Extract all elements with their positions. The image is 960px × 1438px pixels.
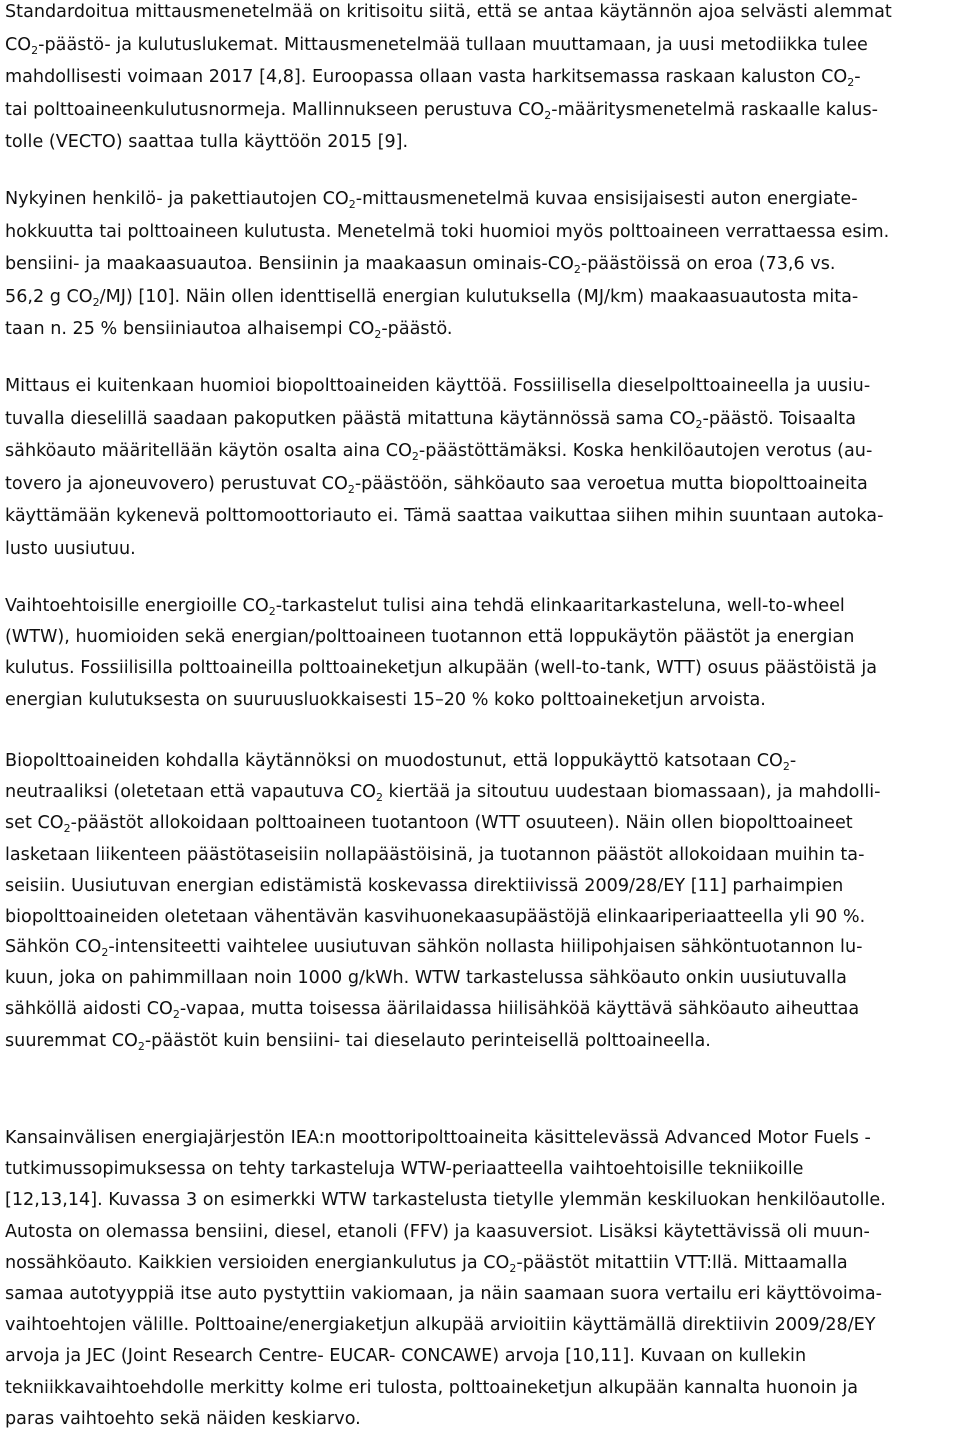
text-line [5, 813, 853, 835]
text-run: -päästöttämäksi. Koska henkilöautojen verotus (au- [418, 441, 873, 462]
subscript: 2 [31, 43, 39, 57]
text-line [5, 409, 856, 431]
subscript: 2 [374, 328, 382, 342]
text-line [5, 506, 883, 528]
subscript: 2 [544, 108, 552, 122]
text-line [5, 1190, 886, 1212]
text-line [5, 907, 865, 929]
text-run: hokkuutta tai polttoaineen kulutusta. Menetelmä toki huomioi myös polttoaineen verrattaessa esim. [5, 221, 890, 242]
text-run: Biopolttoaineiden kohdalla käytännöksi on muodostunut, että loppukäyttö katsotaan CO [5, 751, 783, 771]
text-run: kulutus. Fossiilisilla polttoaineilla polttoaineketjun alkupään (well-to-tank, WTT) osuus päästöistä ja [5, 658, 878, 679]
text-line [5, 100, 878, 122]
text-run: neutraaliksi (oletetaan että vapautuva CO [5, 782, 376, 803]
text-run: Vaihtoehtoisille energioille CO [5, 596, 269, 616]
subscript: 2 [63, 822, 71, 836]
subscript: 2 [348, 198, 356, 211]
text-run: - [789, 751, 797, 771]
text-line [5, 999, 859, 1021]
text-run: -määritysmenetelmä raskaalle kalus- [551, 99, 878, 120]
text-line [5, 287, 858, 309]
text-run: - [854, 67, 861, 88]
text-line [5, 1284, 882, 1306]
text-line [5, 845, 864, 867]
text-run: /MJ) [10]. Näin ollen identtisellä energian kulutuksella (MJ/km) maakaasuautosta mita- [99, 286, 859, 307]
text-line [5, 937, 862, 959]
text-run: -päästöön, sähköauto saa veroetua mutta biopolttoaineita [354, 473, 868, 494]
text-run: tutkimussopimuksessa on tehty tarkasteluja WTW-periaatteella vaihtoehtoisille tekniikoille [5, 1159, 804, 1180]
text-run: samaa autotyyppiä itse auto pystyttiin vakiomaan, ja näin saamaan suora vertailu eri käyttövoima- [5, 1284, 883, 1304]
text-run: sähköllä aidosti CO [5, 999, 173, 1020]
text-run: sähköauto määritellään käytön osalta aina CO [5, 441, 412, 462]
text-line [5, 1346, 806, 1368]
text-run: nossähköauto. Kaikkien versioiden energiankulutus ja CO [5, 1252, 510, 1273]
text-run: (WTW), huomioiden sekä energian/polttoaineen tuotannon että loppukäytön päästöt ja energian [5, 627, 855, 648]
subscript: 2 [411, 450, 419, 464]
subscript: 2 [137, 1039, 145, 1053]
text-line [5, 376, 870, 398]
text-run: -vapaa, mutta toisessa äärilaidassa hiilisähköä käyttävä sähköauto aiheuttaa [179, 999, 860, 1020]
text-line [5, 319, 453, 341]
text-run: taan n. 25 % bensiiniautoa alhaisempi CO [5, 319, 375, 340]
text-run: -päästöt allokoidaan polttoaineen tuotantoon (WTT osuuteen). Näin ollen biopolttoaineet [70, 813, 853, 834]
text-line [5, 1159, 803, 1181]
text-line [5, 539, 136, 561]
text-run: kiertää ja sitoutuu uudestaan biomassaan), ja mahdolli- [382, 782, 881, 803]
text-run: -intensiteetti vaihtelee uusiutuvan sähkön nollasta hiilipohjaisen sähköntuotannon lu- [108, 937, 863, 957]
text-run: lasketaan liikenteen päästötaseisiin nollapäästöisinä, ja tuotannon päästöt allokoidaan muihin ta- [5, 844, 865, 865]
text-line [5, 189, 858, 211]
text-run: set CO [5, 813, 64, 834]
subscript: 2 [101, 946, 109, 959]
text-run: Sähkön CO [5, 937, 102, 957]
text-run: käyttämään kykenevä polttomoottoriauto ei. Tämä saattaa vaikuttaa siihen mihin suuntaan autoka- [5, 506, 884, 527]
text-line [5, 1378, 858, 1400]
text-run: kuun, joka on pahimmillaan noin 1000 g/kWh. WTW tarkastelussa sähköauto onkin uusiutuvalla [5, 968, 847, 989]
text-run: -päästöt kuin bensiini- tai dieselauto perinteisellä polttoaineella. [144, 1030, 711, 1051]
text-run: tuvalla dieselillä saadaan pakoputken päästä mitattuna käytännössä sama CO [5, 408, 696, 429]
text-line [5, 1409, 361, 1431]
text-run: -päästö. [381, 319, 453, 340]
text-run: mahdollisesti voimaan 2017 [4,8]. Euroopassa ollaan vasta harkitsemassa raskaan kaluston CO [5, 67, 848, 88]
text-run: CO [5, 34, 32, 55]
text-run: biopolttoaineiden oletetaan vähentävän kasvihuonekaasupäästöjä elinkaariperiaatteella yli 90 %. [5, 907, 866, 927]
text-run: -päästö- ja kulutuslukemat. Mittausmenetelmää tullaan muuttamaan, ja uusi metodiikka tulee [38, 34, 868, 55]
text-run: tolle (VECTO) saattaa tulla käyttöön 2015 [9]. [5, 132, 409, 153]
text-run: suuremmat CO [5, 1030, 138, 1051]
subscript: 2 [172, 1008, 180, 1022]
text-run: -päästöt mitattiin VTT:llä. Mittaamalla [516, 1252, 848, 1273]
text-line [5, 782, 880, 804]
text-run: 56,2 g CO [5, 286, 93, 307]
text-line [5, 751, 796, 773]
text-run: -tarkastelut tulisi aina tehdä elinkaaritarkasteluna, well-to-wheel [275, 596, 845, 616]
text-run: -päästöissä on eroa (73,6 vs. [580, 254, 836, 275]
subscript: 2 [268, 605, 276, 618]
text-run: vaihtoehtojen välille. Polttoaine/energiaketjun alkupää arvioitiin käyttämällä direktiivin 2009/28/EY [5, 1315, 876, 1336]
text-line [5, 596, 845, 618]
text-run: tekniikkavaihtoehdolle merkitty kolme eri tulosta, polttoaineketjun alkupään kannalta huonoin ja [5, 1377, 859, 1398]
text-run: -päästö. Toisaalta [702, 408, 856, 429]
text-line [5, 627, 854, 649]
text-run: lusto uusiutuu. [5, 539, 136, 559]
text-line [5, 1031, 711, 1053]
subscript: 2 [573, 263, 581, 277]
text-line [5, 67, 861, 89]
text-run: energian kulutuksesta on suuruusluokkaisesti 15–20 % koko polttoaineketjun arvoista. [5, 689, 766, 710]
subscript: 2 [375, 791, 383, 805]
text-line [5, 1128, 871, 1150]
text-run: seisiin. Uusiutuvan energian edistämistä koskevassa direktiivissä 2009/28/EY [11] parhaimpien [5, 875, 844, 896]
text-line [5, 222, 889, 244]
text-line [5, 690, 766, 712]
subscript: 2 [847, 76, 855, 90]
subscript: 2 [782, 760, 790, 773]
text-line [5, 441, 872, 463]
text-line [5, 876, 843, 898]
subscript: 2 [347, 482, 355, 496]
text-run: Kansainvälisen energiajärjestön IEA:n moottoripolttoaineita käsittelevässä Advanced Motor Fuels - [5, 1128, 871, 1148]
text-run: -mittausmenetelmä kuvaa ensisijaisesti auton energiate- [355, 189, 858, 209]
text-run: Mittaus ei kuitenkaan huomioi biopolttoaineiden käyttöä. Fossiilisella dieselpolttoaineella ja uusiu- [5, 376, 871, 396]
text-line [5, 658, 877, 680]
text-line [5, 35, 868, 57]
text-line [5, 132, 408, 154]
text-line [5, 1222, 870, 1244]
text-run: Nykyinen henkilö- ja pakettiautojen CO [5, 189, 349, 209]
text-line [5, 968, 847, 990]
subscript: 2 [695, 417, 703, 431]
text-run: bensiini- ja maakaasuautoa. Bensiinin ja maakaasun ominais-CO [5, 254, 574, 275]
text-line [5, 1315, 876, 1337]
text-run: paras vaihtoehto sekä näiden keskiarvo. [5, 1408, 361, 1429]
text-line [5, 1253, 848, 1275]
text-run: tovero ja ajoneuvovero) perustuvat CO [5, 473, 348, 494]
text-run: tai polttoaineenkulutusnormeja. Mallinnukseen perustuva CO [5, 99, 545, 120]
text-run: arvoja ja JEC (Joint Research Centre- EUCAR- CONCAWE) arvoja [10,11]. Kuvaan on kullekin [5, 1346, 807, 1367]
text-line [5, 474, 868, 496]
text-run: Standardoitua mittausmenetelmää on kritisoitu siitä, että se antaa käytännön ajoa selvästi alemmat [5, 2, 892, 22]
text-run: [12,13,14]. Kuvassa 3 on esimerkki WTW tarkastelusta tietylle ylemmän keskiluokan henkilöautolle. [5, 1190, 886, 1211]
text-line [5, 254, 835, 276]
text-line [5, 2, 892, 24]
text-run: Autosta on olemassa bensiini, diesel, etanoli (FFV) ja kaasuversiot. Lisäksi käytettävissä oli muun- [5, 1221, 870, 1242]
subscript: 2 [509, 1261, 517, 1275]
subscript: 2 [92, 295, 100, 309]
